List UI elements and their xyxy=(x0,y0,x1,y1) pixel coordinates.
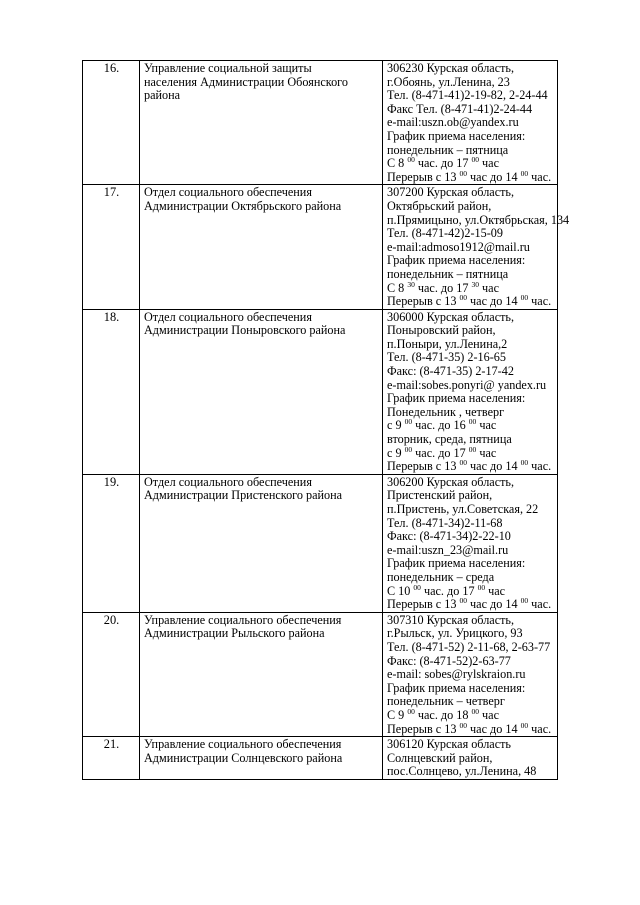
address-line: График приема населения: xyxy=(387,556,526,571)
break-hours-c: час. xyxy=(528,294,552,309)
break-hours-sa: 00 xyxy=(459,720,467,730)
address-line: Факс Тел. (8-471-41)2-24-44 xyxy=(387,101,533,116)
organization-name xyxy=(140,474,383,612)
break-hours-sb: 00 xyxy=(520,596,529,606)
break-hours-a: Перерыв с 13 xyxy=(387,597,460,612)
address-line: п.Прямицыно, ул.Октябрьская, 134 xyxy=(387,212,570,227)
address-line: 306230 Курская область, xyxy=(387,61,515,75)
break-hours-b: час до 14 xyxy=(467,169,521,184)
break-hours-a: Перерыв с 13 xyxy=(387,459,460,474)
name-line: Управление социальной защиты xyxy=(144,61,312,75)
name-line: Администрации Пристенского района xyxy=(144,488,343,503)
break-hours-c: час. xyxy=(528,597,552,612)
address-line: понедельник – пятница xyxy=(387,266,509,281)
break-hours-b: час до 14 xyxy=(467,597,521,612)
schedule-hours-b: час. до 17 xyxy=(414,280,472,295)
organizations-table xyxy=(82,60,570,780)
table-row xyxy=(83,737,558,780)
table-row xyxy=(83,612,558,736)
schedule-hours-sa: 00 xyxy=(413,582,421,592)
row-number: 18. xyxy=(83,309,140,474)
schedule-hours-2-b: час. до 17 xyxy=(412,445,469,460)
address-line: Тел. (8-471-35) 2-16-65 xyxy=(387,350,506,365)
address-line: График приема населения: xyxy=(387,391,526,406)
name-line: Отдел социального обеспечения xyxy=(144,185,312,200)
name-line: Администрации Рыльского района xyxy=(144,626,325,641)
address-line: г.Обоянь, ул.Ленина, 23 xyxy=(387,74,510,89)
break-hours-sb: 00 xyxy=(520,458,529,468)
schedule-hours-b: час. до 17 xyxy=(420,583,478,598)
address-contacts xyxy=(383,309,558,474)
address-line: e-mail:sobes.ponyri@ yandex.ru xyxy=(387,377,547,392)
address-line: 307200 Курская область, xyxy=(387,185,515,200)
organization-name xyxy=(140,185,383,309)
address-contacts xyxy=(383,612,558,736)
address-line: пос.Солнцево, ул.Ленина, 48 xyxy=(387,764,537,779)
address-line: понедельник – среда xyxy=(387,569,495,584)
name-line: района xyxy=(144,88,181,103)
address-line: Тел. (8-471-42)2-15-09 xyxy=(387,226,503,241)
row-number: 21. xyxy=(83,737,140,780)
break-hours xyxy=(387,598,554,612)
table-row xyxy=(83,309,558,474)
break-hours-a: Перерыв с 13 xyxy=(387,169,460,184)
schedule-hours-sa: 00 xyxy=(407,155,415,165)
schedule-hours-sa: 00 xyxy=(404,417,413,427)
schedule-hours-c: час xyxy=(479,156,499,171)
name-line: Администрации Солнцевского района xyxy=(144,750,343,765)
schedule-hours xyxy=(387,706,554,723)
table-row xyxy=(83,474,558,612)
break-hours-a: Перерыв с 13 xyxy=(387,294,460,309)
name-line: Управление социального обеспечения xyxy=(144,737,342,752)
name-line: Отдел социального обеспечения xyxy=(144,474,312,489)
address-line: 306000 Курская область, xyxy=(387,309,515,324)
break-hours-sa: 00 xyxy=(459,458,467,468)
schedule-hours-sb: 00 xyxy=(471,155,479,165)
schedule-hours-c: час xyxy=(479,280,499,295)
address-contacts xyxy=(383,474,558,612)
address-line: Тел. (8-471-52) 2-11-68, 2-63-77 xyxy=(387,639,551,654)
address-line: понедельник – пятница xyxy=(387,142,509,157)
break-hours xyxy=(387,295,554,309)
address-line: Тел. (8-471-41)2-19-82, 2-24-44 xyxy=(387,88,548,103)
schedule-hours-c: час xyxy=(485,583,506,598)
address-line: 307310 Курская область, xyxy=(387,612,515,627)
organization-name xyxy=(140,737,383,780)
address-line: п.Поныри, ул.Ленина,2 xyxy=(387,336,508,351)
schedule-hours-a: С 8 xyxy=(387,280,408,295)
break-hours-b: час до 14 xyxy=(467,459,521,474)
address-line: График приема населения: xyxy=(387,253,526,268)
address-contacts xyxy=(383,185,570,309)
schedule-hours-a: С 8 xyxy=(387,156,408,171)
break-hours-a: Перерыв с 13 xyxy=(387,721,460,736)
organization-name xyxy=(140,61,383,185)
schedule-hours-b: час. до 16 xyxy=(412,418,469,433)
schedule-hours-c: час xyxy=(479,707,499,722)
address-line: 306120 Курская область xyxy=(387,737,511,752)
schedule-hours-2-a: с 9 xyxy=(387,445,405,460)
break-hours xyxy=(387,720,554,737)
schedule-hours-2-c: час xyxy=(476,445,497,460)
name-line: Администрации Поныровского района xyxy=(144,323,346,338)
break-hours-c: час. xyxy=(528,459,552,474)
schedule-hours-2-sb: 00 xyxy=(468,444,477,454)
address-line: Пристенский район, xyxy=(387,488,493,503)
organization-name xyxy=(140,612,383,736)
break-hours-c: час. xyxy=(528,169,552,184)
break-hours-b: час до 14 xyxy=(467,294,521,309)
schedule-hours-b: час. до 18 xyxy=(414,707,472,722)
table-row xyxy=(83,61,558,185)
schedule-hours-sa: 30 xyxy=(407,279,415,289)
break-hours xyxy=(387,168,554,185)
address-line: График приема населения: xyxy=(387,680,526,695)
address-line: Солнцевский район, xyxy=(387,750,493,765)
address-contacts xyxy=(383,737,558,780)
row-number: 16. xyxy=(83,61,140,185)
schedule-hours xyxy=(387,419,554,433)
schedule-hours xyxy=(387,157,554,171)
name-line: Управление социального обеспечения xyxy=(144,612,342,627)
organization-name xyxy=(140,309,383,474)
break-hours-sa: 00 xyxy=(459,168,467,178)
schedule-hours-sa: 00 xyxy=(407,706,415,716)
address-line: e-mail:uszn_23@mail.ru xyxy=(387,542,509,557)
schedule-hours-c: час xyxy=(476,418,497,433)
address-line: e-mail:admoso1912@mail.ru xyxy=(387,239,530,254)
schedule-hours-sb: 00 xyxy=(471,706,479,716)
name-line: Отдел социального обеспечения xyxy=(144,309,312,324)
address-line: Понедельник , четверг xyxy=(387,404,505,419)
break-hours-sb: 00 xyxy=(520,720,529,730)
address-line: e-mail:uszn.ob@yandex.ru xyxy=(387,115,519,130)
address-line: Факс: (8-471-34)2-22-10 xyxy=(387,529,511,544)
row-number: 19. xyxy=(83,474,140,612)
address-line: Тел. (8-471-34)2-11-68 xyxy=(387,515,503,530)
name-line: населения Администрации Обоянского xyxy=(144,74,348,89)
schedule-days: вторник, среда, пятница xyxy=(387,432,512,447)
row-number: 17. xyxy=(83,185,140,309)
schedule-hours-2-sa: 00 xyxy=(404,444,413,454)
schedule-hours-sb: 00 xyxy=(468,417,477,427)
break-hours-b: час до 14 xyxy=(467,721,521,736)
address-line: п.Пристень, ул.Советская, 22 xyxy=(387,502,539,516)
address-contacts xyxy=(383,61,558,185)
table-body xyxy=(83,61,570,780)
schedule-hours-a: С 10 xyxy=(387,583,414,598)
schedule-hours-sb: 00 xyxy=(477,582,486,592)
address-line: 306200 Курская область, xyxy=(387,474,515,489)
row-number: 20. xyxy=(83,612,140,736)
table-row xyxy=(83,185,558,309)
break-hours-sa: 00 xyxy=(459,293,467,303)
break-hours-sb: 00 xyxy=(520,293,529,303)
break-hours-sa: 00 xyxy=(459,596,467,606)
address-line: Факс: (8-471-52)2-63-77 xyxy=(387,653,511,668)
address-line: Октябрьский район, xyxy=(387,198,492,213)
address-line: График приема населения: xyxy=(387,128,526,143)
break-hours-sb: 00 xyxy=(520,168,529,178)
address-line: г.Рыльск, ул. Урицкого, 93 xyxy=(387,626,523,641)
schedule-hours-a: с 9 xyxy=(387,418,405,433)
break-hours-c: час. xyxy=(528,721,552,736)
address-line: Факс: (8-471-35) 2-17-42 xyxy=(387,364,514,379)
schedule-hours-a: С 9 xyxy=(387,707,408,722)
address-line: e-mail: sobes@rylskraion.ru xyxy=(387,667,526,682)
schedule-hours-b: час. до 17 xyxy=(414,156,472,171)
address-line: понедельник – четверг xyxy=(387,694,505,709)
name-line: Администрации Октябрьского района xyxy=(144,198,342,213)
schedule-hours-sb: 30 xyxy=(471,279,479,289)
address-line: Поныровский район, xyxy=(387,323,496,338)
break-hours xyxy=(387,460,554,474)
